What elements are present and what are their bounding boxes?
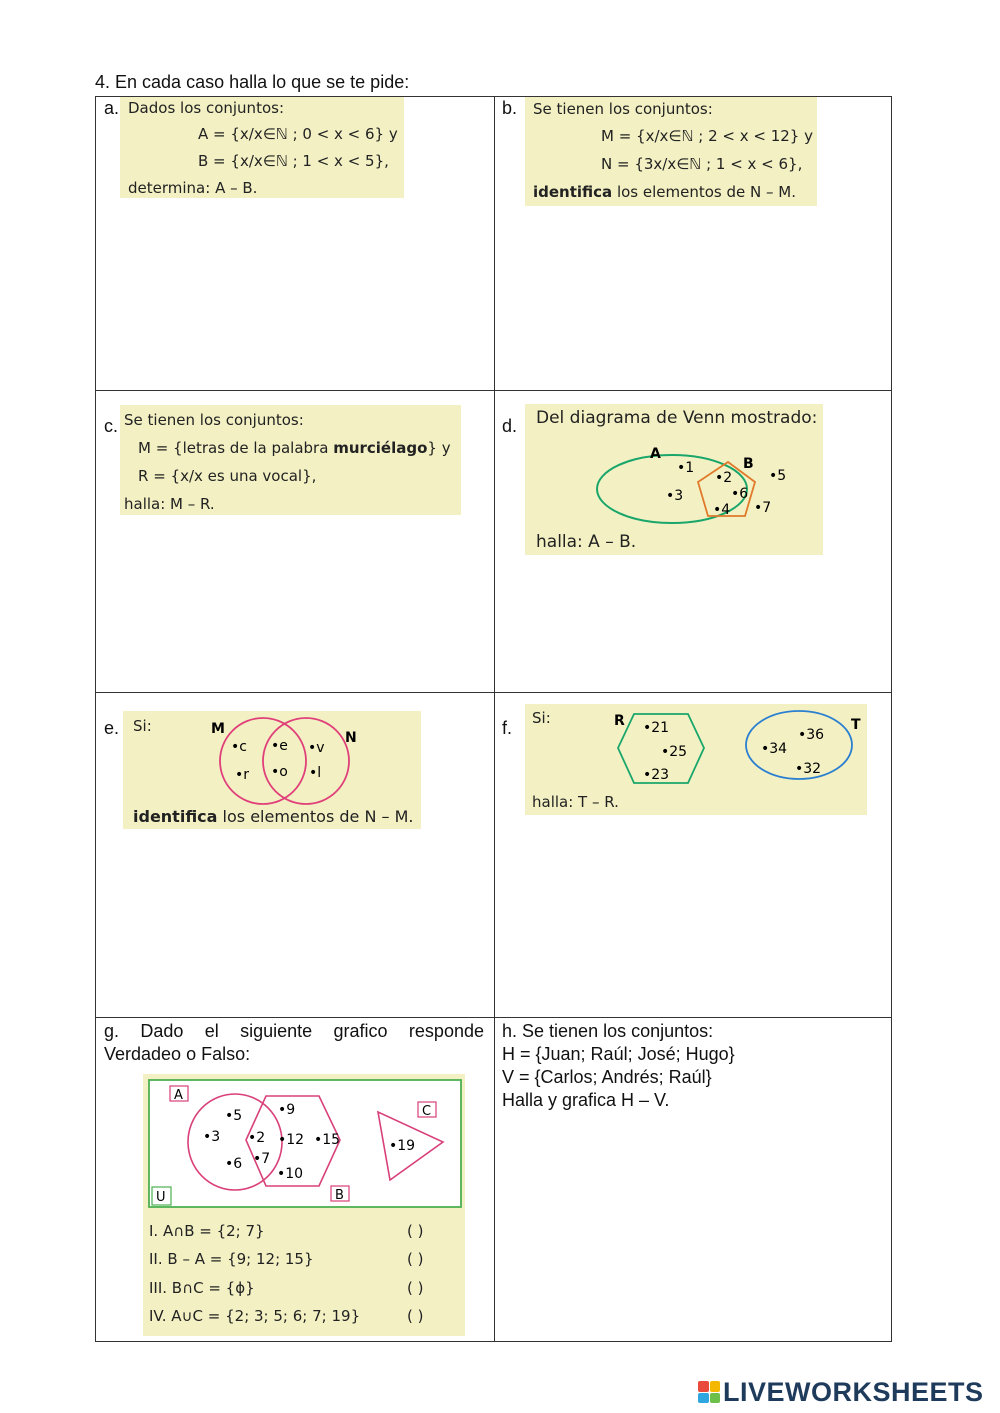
answer-mark[interactable]: ( )	[407, 1250, 424, 1268]
set-m-label: M	[211, 721, 225, 737]
statement-text: II. B – A = {9; 12; 15}	[149, 1250, 314, 1268]
item-b-rest: los elementos de N – M.	[612, 183, 796, 201]
venn-element: •6	[225, 1156, 243, 1172]
set-n-label: N	[345, 730, 357, 746]
set-t-label: T	[851, 717, 861, 733]
venn-element: •32	[795, 761, 822, 777]
venn-element: •15	[314, 1132, 341, 1148]
item-a-line3: B = {x/x∈ℕ ; 1 < x < 5},	[198, 152, 389, 170]
row-divider	[96, 1017, 891, 1018]
row-divider	[96, 692, 891, 693]
answer-mark[interactable]: ( )	[407, 1307, 424, 1325]
set-b-label: B	[335, 1188, 344, 1203]
venn-element: •5	[769, 468, 787, 484]
item-b-bold: identifica	[533, 183, 613, 201]
item-c-post: } y	[427, 439, 451, 457]
set-a-label: A	[174, 1088, 183, 1103]
venn-element: •2	[715, 470, 733, 486]
venn-element: •7	[754, 500, 772, 516]
venn-element: •c	[231, 739, 247, 755]
venn-element: •21	[643, 720, 670, 736]
set-b-label: B	[743, 456, 754, 472]
item-d-line2: halla: A – B.	[536, 532, 637, 552]
logo-square	[698, 1393, 709, 1404]
item-f-line2: halla: T – R.	[532, 793, 619, 811]
statement-text: I. A∩B = {2; 7}	[149, 1222, 265, 1240]
item-e-box	[123, 711, 421, 829]
item-e-si: Si:	[133, 717, 152, 735]
item-c-bold: murciélago	[333, 439, 428, 457]
item-h-text	[502, 1020, 735, 1112]
row-divider	[96, 390, 891, 391]
item-f-si: Si:	[532, 709, 551, 727]
item-f-box	[525, 704, 867, 815]
venn-element: •v	[308, 740, 325, 756]
item-e-rest: los elementos de N – M.	[217, 807, 414, 826]
logo-square	[710, 1393, 721, 1404]
item-g-text	[104, 1020, 484, 1066]
statement-text: III. B∩C = {ϕ}	[149, 1279, 255, 1297]
item-c-line4: halla: M – R.	[124, 495, 215, 513]
venn-element: •19	[389, 1138, 416, 1154]
venn-element: •4	[713, 502, 731, 518]
venn-element: •3	[666, 488, 684, 504]
item-c-pre: M = {letras de la palabra	[138, 439, 334, 457]
venn-element: •2	[248, 1130, 266, 1146]
item-h-line2: H = {Juan; Raúl; José; Hugo}	[502, 1044, 735, 1064]
venn-element: •25	[661, 744, 688, 760]
venn-element: •o	[271, 764, 288, 780]
universe-label: U	[156, 1190, 166, 1205]
item-h-line4: Halla y grafica H – V.	[502, 1090, 670, 1110]
venn-element: •36	[798, 727, 825, 743]
item-h-line3: V = {Carlos; Andrés; Raúl}	[502, 1067, 712, 1087]
venn-element: •6	[731, 486, 749, 502]
item-c-line3: R = {x/x es una vocal},	[138, 467, 317, 485]
venn-element: •5	[225, 1108, 243, 1124]
logo-square	[710, 1381, 721, 1392]
set-r-label: R	[614, 713, 625, 729]
item-h-line1: h. Se tienen los conjuntos:	[502, 1021, 714, 1041]
set-c-label: C	[422, 1104, 432, 1119]
set-a-label: A	[650, 446, 661, 462]
column-divider	[494, 97, 495, 1341]
item-f-letter: f.	[502, 718, 513, 738]
item-a-line2: A = {x/x∈ℕ ; 0 < x < 6} y	[198, 125, 398, 143]
item-c-line1: Se tienen los conjuntos:	[124, 411, 304, 429]
venn-element: •10	[277, 1166, 304, 1182]
item-b-line3: N = {3x/x∈ℕ ; 1 < x < 6},	[601, 155, 803, 173]
venn-element: •9	[278, 1102, 296, 1118]
item-d-letter: d.	[502, 416, 518, 436]
page-title: 4. En cada caso halla lo que se te pide:	[95, 72, 410, 92]
venn-element: •e	[271, 738, 288, 754]
item-g-box	[143, 1074, 465, 1336]
item-g-letter: g.	[104, 1021, 120, 1041]
answer-mark[interactable]: ( )	[407, 1222, 424, 1240]
item-b-letter: b.	[502, 98, 518, 118]
venn-element: •34	[761, 741, 788, 757]
item-d-line1: Del diagrama de Venn mostrado:	[536, 408, 818, 428]
item-g-question: Dado el siguiente grafico responde Verdadeo o Falso:	[104, 1021, 484, 1064]
item-b-line1: Se tienen los conjuntos:	[533, 100, 713, 118]
venn-element: •3	[203, 1129, 221, 1145]
venn-element: •r	[235, 767, 250, 783]
logo-text: LIVEWORKSHEETS	[723, 1376, 984, 1407]
item-e-bold: identifica	[133, 807, 218, 826]
venn-element: •1	[677, 460, 695, 476]
item-b-line4	[533, 183, 796, 201]
venn-element: •l	[309, 765, 322, 781]
item-c-line2	[138, 439, 451, 457]
item-a-box	[120, 97, 404, 198]
item-a-line1: Dados los conjuntos:	[128, 99, 284, 117]
item-c-letter: c.	[104, 416, 119, 436]
item-e-line2	[133, 807, 414, 826]
liveworksheets-logo[interactable]	[698, 1376, 984, 1408]
logo-mark-icon	[698, 1381, 720, 1403]
answer-mark[interactable]: ( )	[407, 1279, 424, 1297]
venn-element: •7	[253, 1151, 271, 1167]
statement-text: IV. A∪C = {2; 3; 5; 6; 7; 19}	[149, 1307, 361, 1325]
item-b-box	[525, 97, 817, 206]
item-d-box	[525, 404, 823, 555]
item-e-letter: e.	[104, 718, 120, 738]
item-b-line2: M = {x/x∈ℕ ; 2 < x < 12} y	[601, 127, 813, 145]
item-c-box	[120, 405, 461, 515]
item-a-line4: determina: A – B.	[128, 179, 258, 197]
logo-square	[698, 1381, 709, 1392]
item-a-letter: a.	[104, 98, 120, 118]
venn-element: •12	[278, 1132, 305, 1148]
venn-element: •23	[643, 767, 670, 783]
